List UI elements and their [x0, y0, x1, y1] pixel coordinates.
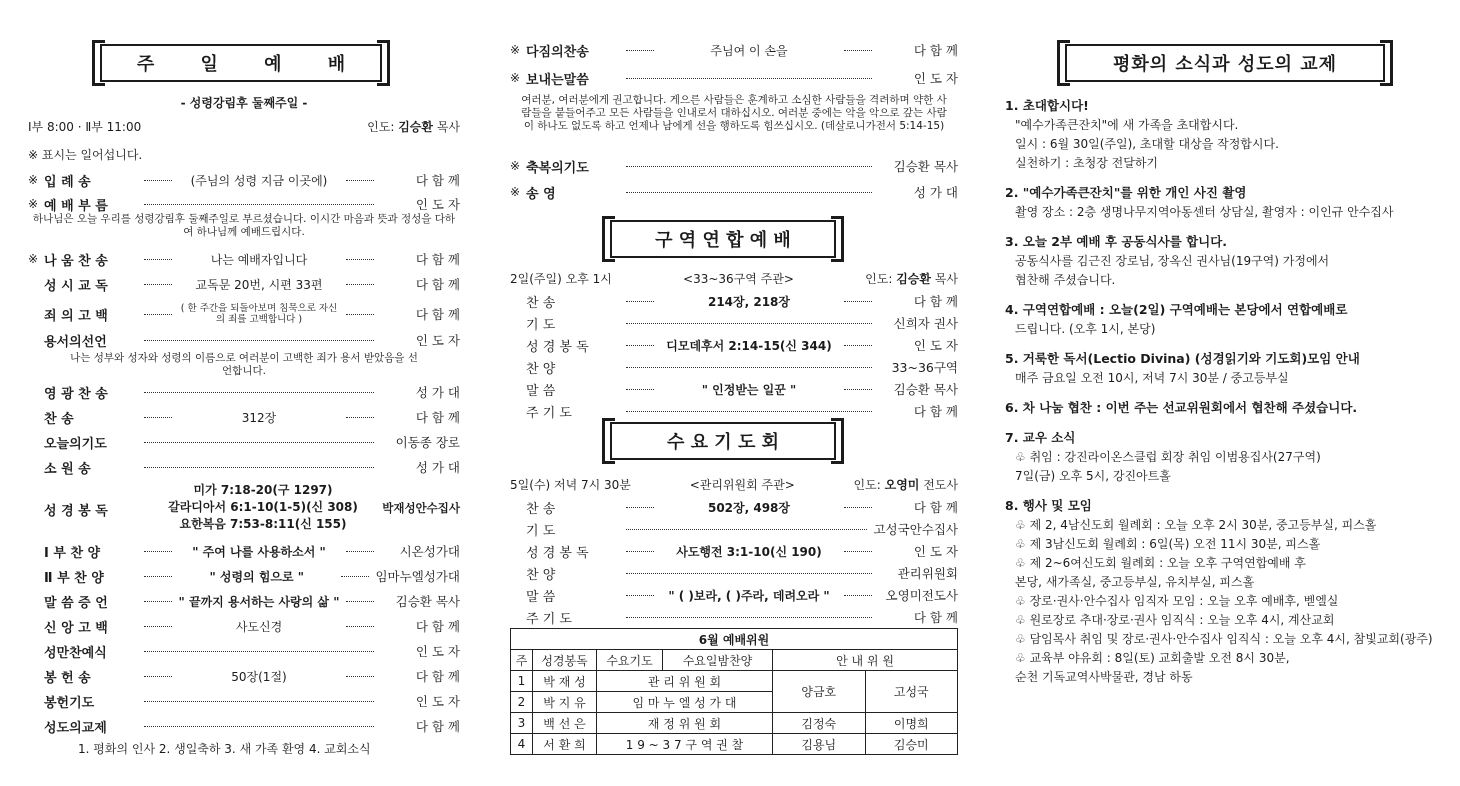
program-detail: " 인정받는 일꾼 " [701, 382, 797, 397]
leader-dots [844, 595, 872, 596]
program-person: 다 함 께 [415, 719, 460, 734]
banner-title: 주 일 예 배 [136, 54, 346, 75]
program-person: 김승환 목사 [395, 594, 460, 609]
forgive-note-text: 나는 성부와 성자와 성령의 이름으로 여러분이 고백한 죄가 용서 받았음을 선언합니다. [70, 352, 418, 377]
program-detail: 312장 [241, 410, 277, 425]
wednesday-header [510, 474, 958, 494]
program-person: 33~36구역 [891, 360, 958, 375]
duty-cell: 관 리 위 원 회 [597, 671, 773, 692]
program-person: 관리위원회 [897, 566, 958, 581]
banner3-title: 수 요 기 도 회 [666, 432, 779, 453]
leader-dots [144, 442, 374, 443]
program-row [28, 300, 460, 328]
program-person: 김승환 목사 [893, 382, 958, 397]
reader-cell: 백 선 은 [533, 713, 597, 734]
program-label: 찬 양 [526, 567, 556, 583]
program-person: 김승환 목사 [893, 159, 958, 174]
duty-cell: 임 마 누 엘 성 가 대 [597, 692, 773, 713]
news-heading: 3. 오늘 2부 예배 후 공동식사를 합니다. [1005, 234, 1228, 249]
news-line: ♧ 교육부 야유회 : 8일(토) 교회출발 오전 8시 30분, [1015, 651, 1290, 665]
program-label: 말 씀 [526, 383, 556, 399]
program-person: 성 가 대 [415, 385, 460, 400]
program-label: Ⅰ 부 찬 양 [44, 545, 101, 561]
program-label: 입 례 송 [44, 174, 91, 190]
program-row [510, 291, 958, 311]
program-label: 오늘의기도 [44, 436, 107, 452]
leader-dots [626, 595, 654, 596]
program-person: 다 함 께 [415, 307, 460, 322]
leader-dots [626, 367, 872, 368]
fellowship-footer [28, 738, 460, 758]
program-detail: ( 한 주간을 되돌아보며 침묵으로 자신의 죄를 고백합니다 ) [180, 303, 338, 325]
usher-cell: 김용님 [773, 734, 866, 755]
leader-dots [626, 507, 654, 508]
standing-mark: ※ [510, 159, 521, 173]
june-worship-committee-table [510, 628, 958, 755]
news-heading: 6. 차 나눔 협찬 : 이번 주는 선교위원회에서 협찬해 주셨습니다. [1005, 400, 1358, 415]
leader-dots [144, 204, 374, 205]
program-person: 시온성가대 [399, 544, 460, 559]
table-row [511, 713, 958, 734]
program-detail: 사도행전 3:1-10(신 190) [676, 544, 822, 559]
col-ushers: 안 내 위 원 [773, 650, 958, 671]
standing-mark: ※ [28, 173, 39, 187]
duty-cell: 재 정 위 원 회 [597, 713, 773, 734]
program-label: 성도의교제 [44, 720, 107, 736]
service-times: Ⅰ부 8:00 · Ⅱ부 11:00 [28, 119, 142, 134]
program-row [28, 641, 460, 661]
program-label: 기 도 [526, 317, 556, 333]
news-line: "예수가족큰잔치"에 새 가족을 초대합시다. [1015, 118, 1239, 132]
reader-cell: 박 재 성 [533, 671, 597, 692]
news-line: 본당, 새가족실, 중고등부실, 유치부실, 피스홀 [1015, 575, 1255, 589]
program-person: 다 함 께 [415, 619, 460, 634]
news-heading: 1. 초대합시다! [1005, 98, 1089, 113]
scripture-label: 성 경 봉 독 [44, 504, 108, 519]
program-detail: " ( )보라, ( )주라, 데려오라 " [668, 588, 830, 603]
column-sunday-service [28, 0, 460, 786]
reader-cell: 박 지 유 [533, 692, 597, 713]
program-row [510, 497, 958, 517]
leader-dots [144, 467, 374, 468]
program-row [28, 716, 460, 736]
scripture-line-3: 요한복음 7:53-8:11(신 155) [179, 517, 347, 531]
program-detail: 50장(1절) [231, 669, 287, 684]
leader-dots [844, 551, 872, 552]
leader-dots [144, 726, 374, 727]
leader-dots [844, 50, 872, 51]
wed-leader-label: 인도: [853, 477, 881, 492]
program-person: 인 도 자 [415, 197, 460, 212]
program-label: 용서의선언 [44, 334, 107, 350]
news-line: ♧ 제 2~6여신도회 월례회 : 오늘 오후 구역연합예배 후 [1015, 556, 1306, 570]
program-detail: 502장, 498장 [707, 500, 791, 515]
program-label: 찬 송 [526, 501, 556, 517]
program-label: 축복의기도 [526, 160, 589, 176]
news-heading: 4. 구역연합예배 : 오늘(2일) 구역예배는 본당에서 연합예배로 [1005, 302, 1348, 317]
leader-dots [626, 192, 872, 193]
leader-dots [144, 314, 172, 315]
leader-dots [626, 50, 654, 51]
program-detail: " 성령의 힘으로 " [209, 569, 305, 584]
program-row [28, 591, 460, 611]
leader-dots [626, 411, 872, 412]
program-detail: 주님여 이 손을 [710, 43, 788, 58]
program-label: 죄 의 고 백 [44, 308, 108, 324]
leader-dots [144, 626, 172, 627]
usher-cell: 이명희 [865, 713, 958, 734]
leader-dots [346, 676, 374, 677]
program-row [28, 249, 460, 269]
program-person: 고성국안수집사 [873, 522, 958, 537]
program-label: 말 씀 증 언 [44, 595, 108, 611]
program-label: 신 앙 고 백 [44, 620, 108, 636]
news-heading: 5. 거룩한 독서(Lectio Divina) (성경읽기와 기도회)모임 안내 [1005, 351, 1360, 366]
standing-note-text: ※ 표시는 일어섭니다. [28, 147, 143, 162]
table-header-row [511, 650, 958, 671]
send-note-text: 여러분, 여러분에게 권고합니다. 게으른 사람들은 훈계하고 소심한 사람들을 격려하며 약한 사람들을 붙들어주고 모든 사람들을 인내로서 대하십시오. 여러분 중에는 악을 악으로 갚는 사람이 하나도 없도록 하고 언제나 남에게 선을 행하도록 힘쓰십시오. (데살로니가전서 5:14-15) [521, 94, 947, 132]
news-line: 7일(금) 오후 5시, 강진아트홀 [1015, 469, 1171, 483]
program-row [28, 330, 460, 350]
news-heading: 2. "예수가족큰잔치"를 위한 개인 사진 촬영 [1005, 185, 1247, 200]
service-times-row [28, 116, 460, 136]
program-label: 소 원 송 [44, 461, 91, 477]
news-line: ♧ 제 3남신도회 월례회 : 6일(목) 오전 11시 30분, 피스홀 [1015, 537, 1321, 551]
program-row [28, 616, 460, 636]
news-heading: 7. 교우 소식 [1005, 430, 1076, 445]
program-row [28, 432, 460, 452]
program-detail: 214장, 218장 [707, 294, 791, 309]
usher-cell: 김승미 [865, 734, 958, 755]
program-person: 다 함 께 [415, 410, 460, 425]
program-label: 봉 헌 송 [44, 670, 91, 686]
program-row [28, 691, 460, 711]
program-row [28, 541, 460, 561]
usher-cell: 고성국 [865, 671, 958, 713]
program-detail: 디모데후서 2:14-15(신 344) [666, 338, 832, 353]
col-scripture: 성경봉독 [533, 650, 597, 671]
leader-dots [144, 651, 374, 652]
program-row [510, 68, 958, 88]
program-person: 다 함 께 [415, 252, 460, 267]
fellowship-list: 1. 평화의 인사 2. 생일축하 3. 새 가족 환영 4. 교회소식 [78, 741, 371, 756]
program-row [510, 335, 958, 355]
program-detail: 나는 예배자입니다 [210, 252, 308, 267]
leader-dots [346, 314, 374, 315]
program-person: 성 가 대 [913, 185, 958, 200]
news-line: 순천 기독교역사박물관, 경남 하동 [1015, 670, 1193, 684]
standing-mark: ※ [28, 252, 39, 266]
union-leader-label: 인도: [865, 271, 893, 286]
leader-dots [144, 676, 172, 677]
program-detail: " 끝까지 용서하는 사랑의 삶 " [178, 594, 340, 609]
leader-dots [346, 626, 374, 627]
subtitle-text: - 성령강림후 둘째주일 - [180, 95, 308, 110]
leader-dots [844, 389, 872, 390]
news-heading: 8. 행사 및 모임 [1005, 498, 1092, 513]
duty-cell: 1 9 ~ 3 7 구 역 권 찰 [597, 734, 773, 755]
program-row [510, 541, 958, 561]
program-detail: 교독문 20번, 시편 33편 [195, 277, 323, 292]
program-row [28, 666, 460, 686]
col-wed-praise: 수요일밤찬양 [663, 650, 773, 671]
union-leader-title: 목사 [934, 271, 958, 286]
leader-dots [144, 576, 172, 577]
program-row [510, 182, 958, 202]
col-week: 주 [511, 650, 533, 671]
leader-name: 김승환 [398, 119, 433, 134]
leader-dots [626, 573, 872, 574]
leader-dots [346, 601, 374, 602]
program-person: 이동종 장로 [395, 435, 460, 450]
leader-dots [626, 323, 872, 324]
reader-cell: 서 환 희 [533, 734, 597, 755]
table-caption: 6월 예배위원 [511, 629, 958, 650]
wed-host: <관리위원회 주관> [689, 477, 795, 492]
union-worship-banner [610, 220, 836, 258]
leader-title: 목사 [436, 119, 460, 134]
wed-time: 5일(수) 저녁 7시 30분 [510, 477, 631, 492]
union-header [510, 268, 958, 288]
news-line: 협찬해 주셨습니다. [1015, 273, 1116, 287]
program-person: 다 함 께 [913, 500, 958, 515]
leader-dots [626, 345, 654, 346]
program-row [510, 379, 958, 399]
scripture-reader: 박재성안수집사 [382, 501, 460, 515]
program-detail: 사도신경 [235, 619, 283, 634]
week-cell: 2 [511, 692, 533, 713]
program-row [510, 313, 958, 333]
wed-leader-title: 전도사 [923, 477, 958, 492]
news-line: 드립니다. (오후 1시, 본당) [1015, 322, 1156, 336]
news-line: ♧ 담임목사 취임 및 장로·권사·안수집사 임직식 : 오늘 오후 4시, 참빛교회(광주) [1015, 632, 1433, 646]
news-line: ♧ 취임 : 강진라이온스클럽 회장 취임 이범용집사(27구역) [1015, 450, 1321, 464]
news-line: ♧ 원로장로 추대·장로·권사 임직식 : 오늘 오후 4시, 계산교회 [1015, 613, 1335, 627]
program-label: 나 움 찬 송 [44, 253, 108, 269]
program-person: 오영미전도사 [885, 588, 958, 603]
program-label: 보내는말씀 [526, 72, 589, 88]
program-person: 다 함 께 [913, 43, 958, 58]
program-label: 찬 송 [44, 411, 74, 427]
program-label: 성 경 봉 독 [526, 339, 589, 355]
leader-label: 인도: [367, 119, 395, 134]
standing-mark: ※ [510, 71, 521, 85]
call-note-text: 하나님은 오늘 우리를 성령강림후 둘째주일로 부르셨습니다. 이시간 마음과 뜻과 정성을 다하여 하나님께 예배드립시다. [32, 213, 456, 238]
leader-dots [626, 529, 867, 530]
col-wed-prayer: 수요기도 [597, 650, 663, 671]
program-detail: (주님의 성령 지금 이곳에) [190, 173, 328, 188]
leader-dots [144, 340, 374, 341]
news-line: ♧ 장로·권사·안수집사 임직자 모임 : 오늘 오후 예배후, 벧엘실 [1015, 594, 1339, 608]
absolution-note [28, 352, 460, 378]
program-row [510, 519, 958, 539]
program-person: 다 함 께 [913, 404, 958, 419]
program-person: 다 함 께 [415, 669, 460, 684]
wednesday-prayer-banner [610, 422, 836, 460]
standing-mark: ※ [28, 197, 39, 211]
program-label: 주 기 도 [526, 405, 572, 421]
leader-dots [144, 551, 172, 552]
leader-dots [626, 166, 872, 167]
program-person: 성 가 대 [415, 460, 460, 475]
program-label: 다짐의찬송 [526, 44, 589, 60]
scripture-line-1: 미가 7:18-20(구 1297) [193, 483, 333, 497]
news-line: 매주 금요일 오전 10시, 저녁 7시 30분 / 중고등부실 [1015, 371, 1289, 385]
leader-dots [144, 417, 172, 418]
leader-dots [341, 576, 369, 577]
leader-dots [346, 284, 374, 285]
standing-note [28, 144, 460, 164]
service-subtitle [28, 92, 460, 112]
call-to-worship-note [28, 213, 460, 239]
leader-dots [844, 301, 872, 302]
program-label: 찬 송 [526, 295, 556, 311]
leader-dots [844, 345, 872, 346]
leader-dots [844, 507, 872, 508]
program-row [28, 274, 460, 294]
leader-dots [346, 551, 374, 552]
banner2-title: 구 역 연 합 예 배 [655, 230, 791, 251]
benediction-note [510, 94, 958, 133]
program-person: 인 도 자 [415, 333, 460, 348]
wed-leader-name: 오영미 [884, 477, 920, 492]
program-label: 예 배 부 름 [44, 198, 108, 214]
program-row [510, 585, 958, 605]
leader-dots [626, 389, 654, 390]
leader-dots [144, 180, 172, 181]
program-label: 말 씀 [526, 589, 556, 605]
program-row [28, 566, 460, 586]
leader-dots [346, 417, 374, 418]
leader-dots [144, 284, 172, 285]
standing-mark: ※ [510, 43, 521, 57]
leader-dots [144, 601, 172, 602]
program-person: 인 도 자 [415, 694, 460, 709]
program-row [510, 156, 958, 176]
union-time: 2일(주일) 오후 1시 [510, 271, 612, 286]
union-host: <33~36구역 주관> [683, 271, 794, 286]
program-person: 다 함 께 [415, 173, 460, 188]
program-row [510, 401, 958, 421]
program-detail: " 주여 나를 사용하소서 " [192, 544, 326, 559]
program-person: 다 함 께 [415, 277, 460, 292]
news-line: 공동식사를 김근진 장로님, 장옥신 권사님(19구역) 가정에서 [1015, 254, 1330, 268]
news-banner [1065, 44, 1385, 82]
program-label: 성 경 봉 독 [526, 545, 589, 561]
sunday-service-banner [100, 44, 382, 82]
news-banner-title: 평화의 소식과 성도의 교제 [1112, 54, 1338, 75]
leader-dots [626, 78, 872, 79]
program-person: 인 도 자 [415, 644, 460, 659]
leader-dots [346, 180, 374, 181]
program-row [28, 170, 460, 190]
news-line: 실천하기 : 초청장 전달하기 [1015, 156, 1158, 170]
column-union-and-wednesday [510, 0, 958, 786]
table-row [511, 734, 958, 755]
news-line: 일시 : 6월 30일(주일), 초대할 대상을 작정합시다. [1015, 137, 1279, 151]
scripture-line-2: 갈라디아서 6:1-10(1-5)(신 308) [168, 500, 358, 514]
program-person: 신희자 권사 [893, 316, 958, 331]
usher-cell: 김정숙 [773, 713, 866, 734]
program-label: 성 시 교 독 [44, 278, 108, 294]
program-label: 봉헌기도 [44, 695, 95, 711]
week-cell: 1 [511, 671, 533, 692]
leader-dots [144, 701, 374, 702]
column-news-and-fellowship [1005, 0, 1445, 786]
table-row [511, 671, 958, 692]
leader-dots [626, 301, 654, 302]
program-person: 인 도 자 [913, 71, 958, 86]
program-person: 다 함 께 [913, 294, 958, 309]
week-cell: 4 [511, 734, 533, 755]
union-leader-name: 김승환 [896, 271, 931, 286]
program-person: 임마누엘성가대 [375, 569, 460, 584]
leader-dots [144, 259, 172, 260]
program-row [28, 407, 460, 427]
program-label: 찬 양 [526, 361, 556, 377]
program-label: 주 기 도 [526, 611, 572, 627]
leader-dots [626, 617, 872, 618]
program-label: 영 광 찬 송 [44, 386, 108, 402]
program-row [28, 194, 460, 214]
program-person: 다 함 께 [913, 610, 958, 625]
program-person: 인 도 자 [913, 338, 958, 353]
program-row [510, 563, 958, 583]
program-label: 기 도 [526, 523, 556, 539]
leader-dots [626, 551, 654, 552]
program-row [510, 357, 958, 377]
scripture-reading [28, 482, 460, 538]
program-label: 성만찬예식 [44, 645, 107, 661]
program-row [510, 607, 958, 627]
program-row [510, 40, 958, 60]
leader-dots [346, 259, 374, 260]
news-line: 촬영 장소 : 2층 생명나무지역아동센터 상담실, 촬영자 : 이인규 안수집사 [1015, 205, 1394, 219]
usher-cell: 양금호 [773, 671, 866, 713]
program-row [28, 457, 460, 477]
program-row [28, 382, 460, 402]
program-label: 송 영 [526, 186, 556, 202]
program-label: Ⅱ 부 찬 양 [44, 570, 104, 586]
standing-mark: ※ [510, 185, 521, 199]
week-cell: 3 [511, 713, 533, 734]
program-person: 인 도 자 [913, 544, 958, 559]
leader-dots [144, 392, 374, 393]
news-line: ♧ 제 2, 4남신도회 월례회 : 오늘 오후 2시 30분, 중고등부실, 피스홀 [1015, 518, 1377, 532]
